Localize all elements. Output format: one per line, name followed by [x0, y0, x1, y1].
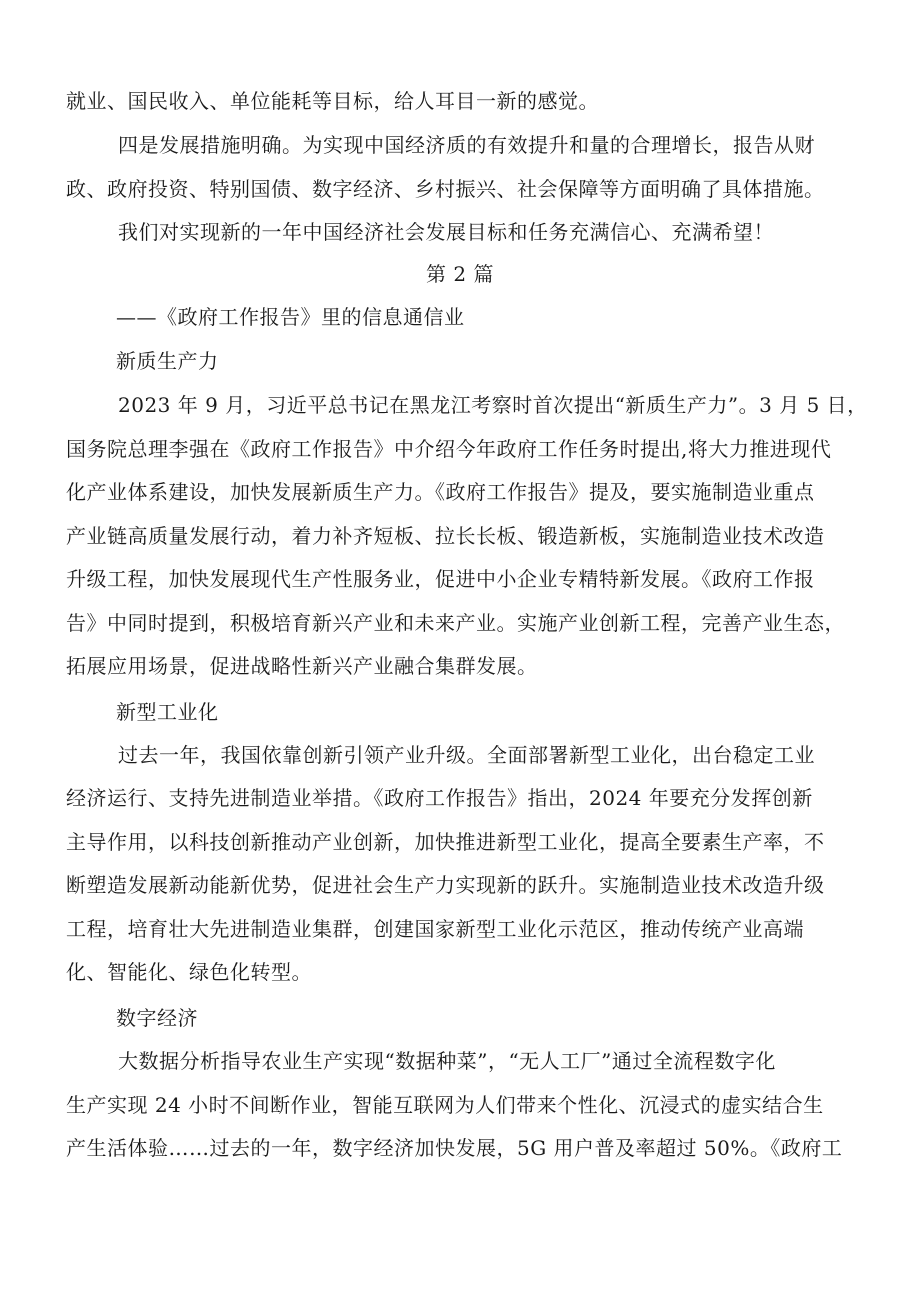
section-1-line-3: 化产业体系建设，加快发展新质生产力。《政府工作报告》提及，要实施制造业重点 [66, 480, 815, 504]
section-1-line-6: 告》中同时提到，积极培育新兴产业和未来产业。实施产业创新工程，完善产业生态， [66, 611, 845, 635]
section-3-line-3: 产生活体验……过去的一年，数字经济加快发展，5G 用户普及率超过 50%。《政府工 [66, 1136, 843, 1160]
section-1-line-1: 2023 年 9 月，习近平总书记在黑龙江考察时首次提出“新质生产力”。3 月 5 日， [118, 393, 868, 417]
section-2-line-6: 化、智能化、绿色化转型。 [66, 960, 312, 984]
intro-paragraph-2-line-1: 四是发展措施明确。为实现中国经济质的有效提升和量的合理增长，报告从财 [118, 133, 815, 157]
section-heading-new-productivity: 新质生产力 [116, 349, 219, 373]
section-heading-digital-economy: 数字经济 [116, 1006, 198, 1030]
section-3-line-1: 大数据分析指导农业生产实现“数据种菜”，“无人工厂”通过全流程数字化 [118, 1049, 776, 1073]
section-1-line-7: 拓展应用场景，促进战略性新兴产业融合集群发展。 [66, 654, 538, 678]
section-3-line-2: 生产实现 24 小时不间断作业，智能互联网为人们带来个性化、沉浸式的虚实结合生 [66, 1093, 824, 1117]
section-2-line-5: 工程，培育壮大先进制造业集群，创建国家新型工业化示范区，推动传统产业高端 [66, 917, 804, 941]
intro-paragraph-3-line-1: 我们对实现新的一年中国经济社会发展目标和任务充满信心、充满希望！ [118, 220, 774, 244]
section-2-line-3: 主导作用，以科技创新推动产业创新，加快推进新型工业化，提高全要素生产率，不 [66, 830, 825, 854]
intro-line-1: 就业、国民收入、单位能耗等目标，给人耳目一新的感觉。 [66, 89, 599, 113]
article-subtitle: ——《政府工作报告》里的信息通信业 [116, 305, 465, 329]
section-2-line-1: 过去一年，我国依靠创新引领产业升级。全面部署新型工业化，出台稳定工业 [118, 743, 815, 767]
section-1-line-5: 升级工程，加快发展现代生产性服务业，促进中小企业专精特新发展。《政府工作报 [66, 567, 815, 591]
section-2-line-4: 断塑造发展新动能新优势，促进社会生产力实现新的跃升。实施制造业技术改造升级 [66, 873, 825, 897]
intro-paragraph-2-line-2: 政、政府投资、特别国债、数字经济、乡村振兴、社会保障等方面明确了具体措施。 [66, 177, 825, 201]
section-1-line-4: 产业链高质量发展行动，着力补齐短板、拉长长板、锻造新板，实施制造业技术改造 [66, 524, 825, 548]
section-1-line-2: 国务院总理李强在《政府工作报告》中介绍今年政府工作任务时提出,将大力推进现代 [66, 437, 832, 461]
article-number: 第 2 篇 [426, 262, 494, 286]
section-2-line-2: 经济运行、支持先进制造业举措。《政府工作报告》指出，2024 年要充分发挥创新 [66, 786, 813, 810]
section-heading-new-industrialization: 新型工业化 [116, 700, 219, 724]
